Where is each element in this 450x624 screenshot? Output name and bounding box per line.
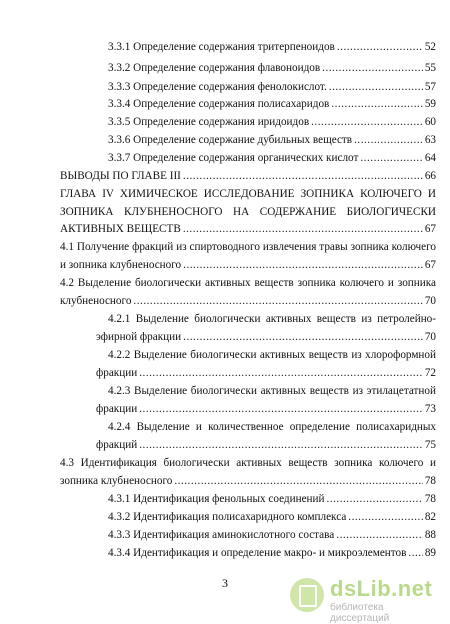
leader-dots [322,61,423,75]
toc-entry-title: фракции [96,403,138,415]
toc-entry-title: и зопника клубненосного [60,259,182,271]
toc-entry-title: 3.3.3 Определение содержания фенолокислот. [108,81,327,93]
toc-entry-3-3-4 [108,97,436,111]
toc-entry-page: 82 [424,511,436,523]
toc-entry-page: 75 [424,439,436,451]
leader-dots [348,510,423,524]
toc-entry-title: клубненосного [60,295,132,307]
toc-entry-4-1 [60,258,436,272]
leader-dots [354,133,423,147]
leader-dots [139,402,423,416]
toc-entry-page: 89 [424,547,436,559]
toc-entry-3-3-1 [108,40,436,54]
leader-dots [336,528,423,542]
leader-dots [331,97,422,111]
toc-entry-page: 70 [424,295,436,307]
toc-entry-4-2-1-line: 4.2.1 Выделение биологически активных веществ из петролейно- [108,313,436,325]
toc-entry-4-2 [60,294,436,308]
toc-entry-4-2-4-line: 4.2.4 Выделение и количественное определение полисахаридных [108,421,436,433]
toc-entry-title: 3.3.7 Определение содержания органических кислот [108,152,359,164]
toc-entry-title: 4.3.1 Идентификация фенольных соединений [108,493,325,505]
toc-entry-page: 64 [424,152,436,164]
toc-entry-4-2-line: 4.2 Выделение биологически активных веществ зопника колючего и зопника [60,277,436,289]
toc-entry-4-1-line: 4.1 Получение фракций из спиртоводного извлечения травы зопника колючего [60,241,436,253]
leader-dots [360,151,422,165]
toc-entry-4-2-4 [96,438,436,452]
toc-entry-title: 4.3.4 Идентификация и определение макро- и микроэлементов [108,547,407,559]
toc-entry-title: 3.3.4 Определение содержания полисахаридов [108,98,330,110]
toc-entry-title: 4.3.3 Идентификация аминокислотного состава [108,529,335,541]
toc-entry-page: 66 [424,170,436,182]
leader-dots [329,80,423,94]
toc-entry-title: фракции [96,367,138,379]
toc-entry-title: зопника клубненосного [60,475,173,487]
toc-entry-page: 67 [424,259,436,271]
leader-dots [311,115,423,129]
leader-dots [183,169,423,183]
toc-entry-4-2-3-line: 4.2.3 Выделение биологически активных веществ из этилацетатной [108,385,436,397]
toc-entry-4-3-2 [108,510,436,524]
toc-entry-4-3-1 [108,492,436,506]
toc-entry-page: 78 [424,475,436,487]
toc-entry-page: 59 [424,98,436,110]
leader-dots [327,492,423,506]
toc-entry-page: 67 [424,223,436,235]
chapter-title-line: ЗОПНИКА КЛУБНЕНОСНОГО НА СОДЕРЖАНИЕ БИОЛОГИЧЕСКИ [60,206,436,218]
toc-entry-4-2-3 [96,402,436,416]
chapter-title-line: ГЛАВА IV ХИМИЧЕСКОЕ ИССЛЕДОВАНИЕ ЗОПНИКА КОЛЮЧЕГО И [60,188,436,200]
leader-dots [337,40,423,54]
book-icon [290,578,324,612]
toc-entry-page: 72 [424,367,436,379]
leader-dots [133,294,422,308]
toc-entry-page: 63 [424,134,436,146]
leader-dots [408,546,422,560]
toc-entry-chapter4 [60,222,436,236]
toc-entry-title: 3.3.6 Определение содержание дубильных веществ [108,134,353,146]
toc-entry-conclusions [60,169,436,183]
watermark [286,576,436,624]
toc-entry-page: 78 [424,493,436,505]
toc-entry-page: 73 [424,403,436,415]
toc-entry-page: 52 [424,41,436,53]
toc-entry-page: 60 [424,116,436,128]
toc-entry-4-3-4 [108,546,436,560]
toc-entry-4-2-2 [96,366,436,380]
toc-entry-title: 4.3.2 Идентификация полисахаридного комплекса [108,511,347,523]
toc-entry-page: 57 [424,81,436,93]
watermark-subtitle: библиотека диссертаций [330,602,390,624]
toc-entry-3-3-2 [108,61,436,75]
toc-entry-page: 88 [424,529,436,541]
toc-entry-4-2-1 [96,330,436,344]
toc-entry-3-3-7 [108,151,436,165]
toc-entry-title: 3.3.5 Определение содержания иридоидов [108,116,310,128]
toc-entry-4-2-2-line: 4.2.2 Выделение биологически активных веществ из хлороформной [108,349,436,361]
leader-dots [183,222,423,236]
toc-entry-page: 70 [424,331,436,343]
watermark-logo: dsLib.net [330,576,433,601]
toc-entry-3-3-3 [108,80,436,94]
toc-entry-title: фракций [96,439,138,451]
leader-dots [183,258,423,272]
toc-entry-4-3-line: 4.3 Идентификация биологически активных веществ зопника колючего и [60,457,436,469]
toc-entry-title: ВЫВОДЫ ПО ГЛАВЕ III [60,170,181,182]
leader-dots [139,438,423,452]
toc-entry-4-3-3 [108,528,436,542]
toc-entry-3-3-6 [108,133,436,147]
toc-entry-title: 3.3.2 Определение содержания флавоноидов [108,62,321,74]
toc-entry-4-3 [60,474,436,488]
toc-entry-title: 3.3.1 Определение содержания тритерпеноидов [108,41,335,53]
toc-entry-3-3-5 [108,115,436,129]
leader-dots [174,474,422,488]
toc-entry-title: АКТИВНЫХ ВЕЩЕСТВ [60,223,181,235]
leader-dots [183,330,423,344]
toc-entry-page: 55 [424,62,436,74]
toc-entry-title: эфирной фракции [96,331,182,343]
leader-dots [139,366,423,380]
page-number: 3 [222,576,228,590]
